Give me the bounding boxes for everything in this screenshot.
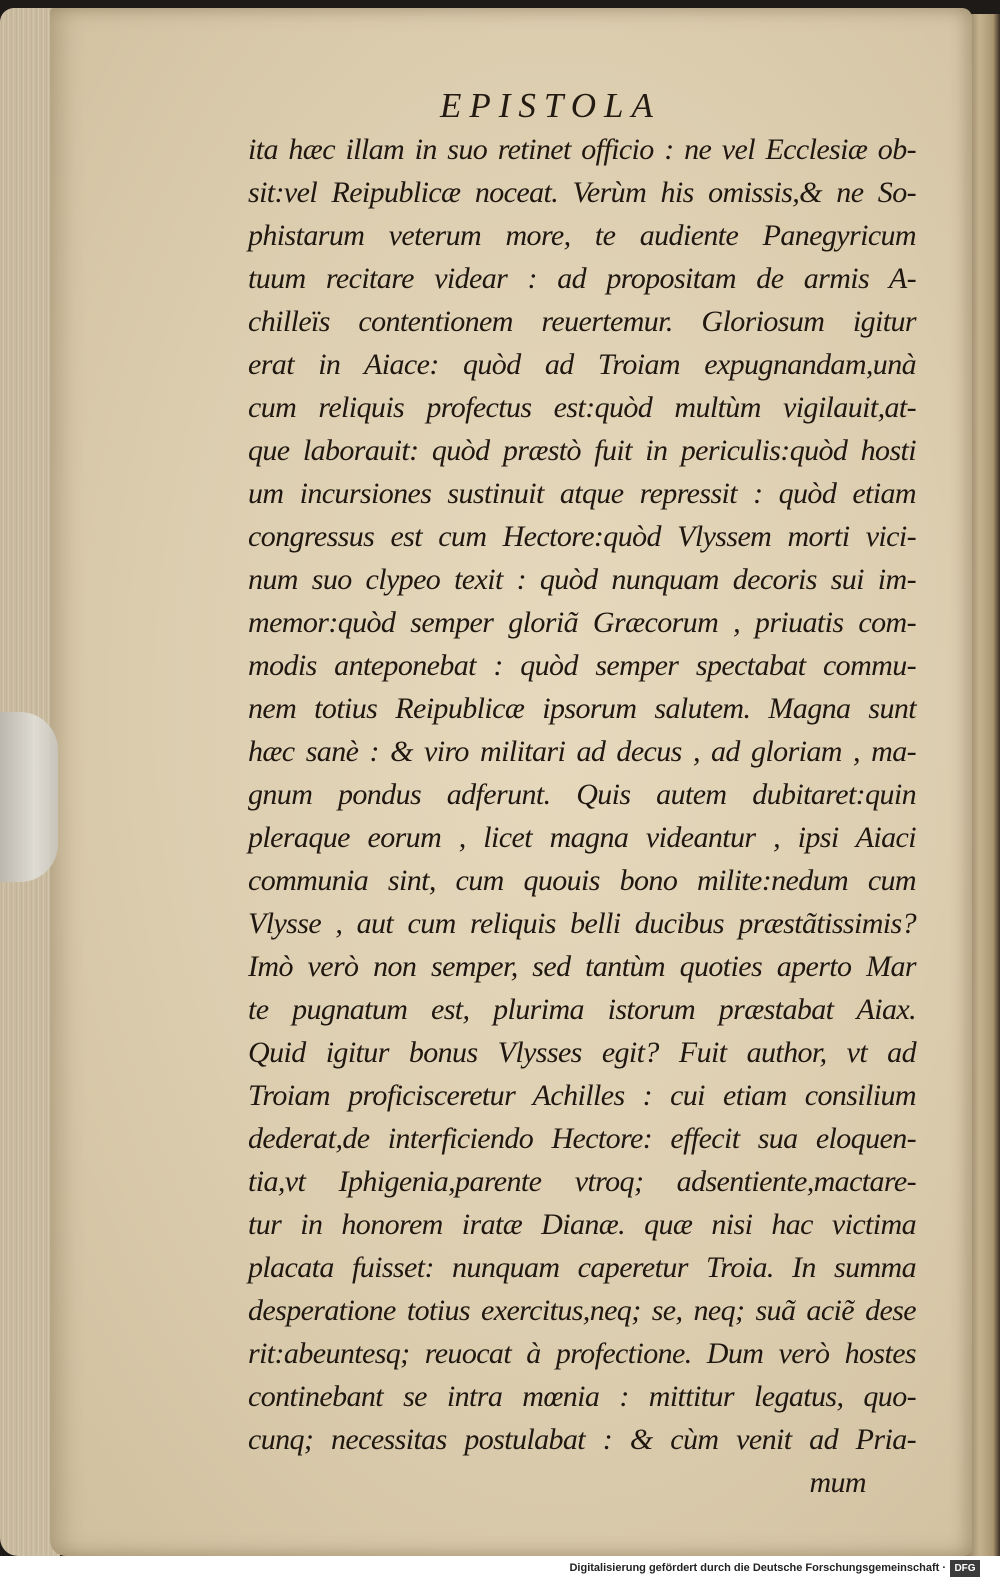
text-line: num suo clypeo texit : quòd nunquam decoris sui im- xyxy=(248,563,916,596)
text-line: pleraque eorum , licet magna videantur , ipsi Aiaci xyxy=(248,821,916,854)
text-line: mum xyxy=(809,1466,866,1499)
running-head: EPISTOLA xyxy=(440,86,661,125)
text-line: cum reliquis profectus est:quòd multùm vigilauit,at- xyxy=(248,391,916,424)
text-line: cunq; necessitas postulabat : & cùm venit ad Pria- xyxy=(248,1423,916,1456)
page-body-text xyxy=(248,128,916,1504)
funding-credit: Digitalisierung gefördert durch die Deutsche Forschungsgemeinschaft · xyxy=(569,1562,946,1574)
text-line: placata fuisset: nunquam caperetur Troia. In summa xyxy=(248,1251,916,1284)
text-line: que laborauit: quòd præstò fuit in periculis:quòd hosti xyxy=(248,434,916,467)
text-line: communia sint, cum quouis bono milite:nedum cum xyxy=(248,864,916,897)
text-line: tuum recitare videar : ad propositam de armis A- xyxy=(248,262,916,295)
text-line: hæc sanè : & viro militari ad decus , ad gloriam , ma- xyxy=(248,735,916,768)
text-line: rit:abeuntesq; reuocat à profectione. Dum verò hostes xyxy=(248,1337,916,1370)
text-line: chilleïs contentionem reuertemur. Gloriosum igitur xyxy=(248,305,916,338)
dfg-logo-icon: DFG xyxy=(950,1560,980,1577)
text-line: Vlysse , aut cum reliquis belli ducibus præstãtissimis? xyxy=(248,907,916,940)
digitization-footer xyxy=(0,1556,1000,1584)
text-line: gnum pondus adferunt. Quis autem dubitaret:quin xyxy=(248,778,916,811)
page-clip xyxy=(0,712,58,882)
text-line: ita hæc illam in suo retinet officio : ne vel Ecclesiæ ob- xyxy=(248,133,916,166)
text-line: phistarum veterum more, te audiente Panegyricum xyxy=(248,219,916,252)
text-line: memor:quòd semper gloriã Græcorum , priuatis com- xyxy=(248,606,916,639)
text-line: nem totius Reipublicæ ipsorum salutem. Magna sunt xyxy=(248,692,916,725)
text-line: continebant se intra mœnia : mittitur legatus, quo- xyxy=(248,1380,916,1413)
text-line: dederat,de interficiendo Hectore: effecit sua eloquen- xyxy=(248,1122,916,1155)
text-line: Quid igitur bonus Vlysses egit? Fuit author, vt ad xyxy=(248,1036,916,1069)
text-line: te pugnatum est, plurima istorum præstabat Aiax. xyxy=(248,993,916,1026)
text-line: Troiam proficisceretur Achilles : cui etiam consilium xyxy=(248,1079,916,1112)
text-line: um incursiones sustinuit atque repressit : quòd etiam xyxy=(248,477,916,510)
text-line: modis anteponebat : quòd semper spectabat commu- xyxy=(248,649,916,682)
text-line: erat in Aiace: quòd ad Troiam expugnandam,unà xyxy=(248,348,916,381)
text-line: desperatione totius exercitus,neq; se, neq; suã aciẽ dese xyxy=(248,1294,916,1327)
text-line: Imò verò non semper, sed tantùm quoties aperto Mar xyxy=(248,950,916,983)
text-line: congressus est cum Hectore:quòd Vlyssem morti vici- xyxy=(248,520,916,553)
text-line: tur in honorem iratæ Dianæ. quæ nisi hac victima xyxy=(248,1208,916,1241)
text-line: tia,vt Iphigenia,parente vtroq; adsentiente,mactare- xyxy=(248,1165,916,1198)
text-line: sit:vel Reipublicæ noceat. Verùm his omissis,& ne So- xyxy=(248,176,916,209)
